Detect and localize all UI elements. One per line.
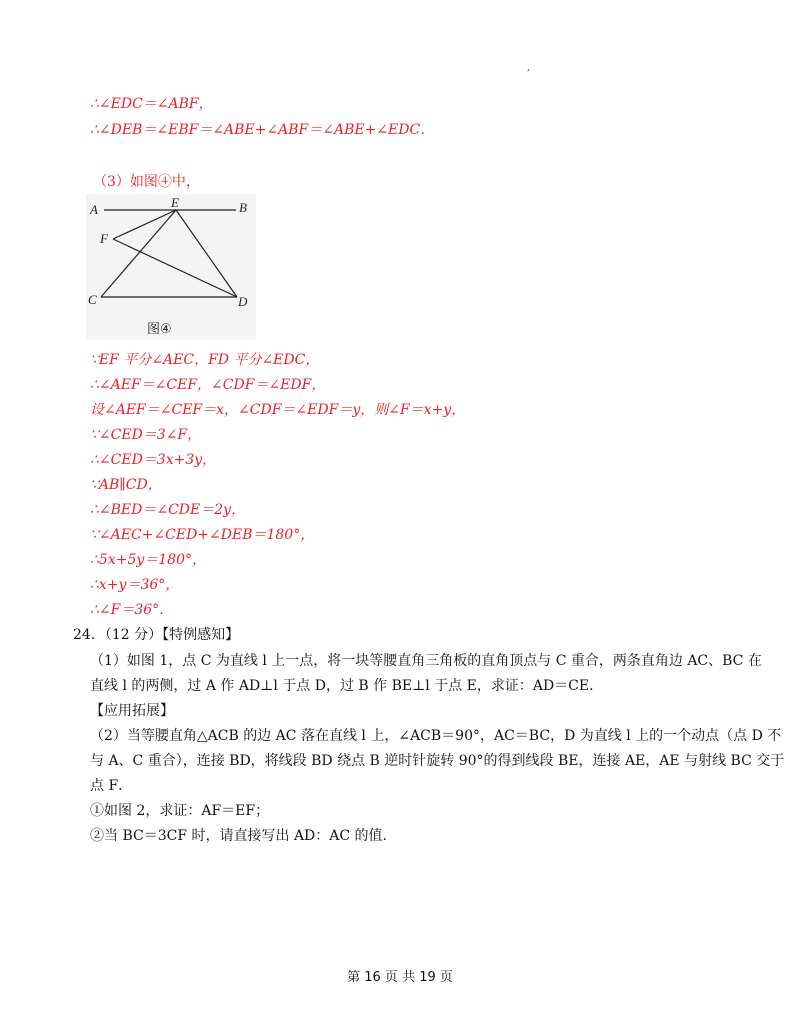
problem-text: 点 F．: [90, 778, 133, 794]
segment-ec: [101, 210, 176, 297]
problem-text: 与 A、C 重合），连接 BD，将线段 BD 绕点 B 逆时针旋转 90°的得到线段 BE，连接 AE，AE 与射线 BC 交于: [90, 753, 785, 769]
header-mark: ,: [527, 62, 531, 73]
label-d: D: [238, 294, 248, 309]
figure-4: [86, 194, 256, 340]
segment-ef: [113, 210, 176, 239]
figure-caption: 图④: [147, 322, 172, 337]
problem-subquestion: ②当 BC＝3CF 时，请直接写出 AD：AC 的值．: [90, 828, 397, 844]
proof-line: ∵∠CED＝3∠F，: [90, 427, 202, 443]
label-e: E: [171, 195, 179, 210]
label-b: B: [239, 200, 247, 215]
segment-ed: [176, 210, 237, 297]
proof-line: ∴∠CED＝3x+3y，: [90, 452, 217, 468]
label-a: A: [90, 202, 98, 217]
proof-line: ∴x+y＝36°，: [90, 577, 180, 593]
proof-line: ∴∠BED＝∠CDE＝2y，: [90, 502, 246, 518]
proof-line: ∴∠F＝36°．: [90, 602, 174, 618]
label-f: F: [100, 231, 108, 246]
geometry-diagram: [86, 194, 256, 340]
solution-line: ∴∠EDC＝∠ABF，: [90, 96, 213, 112]
problem-text: 直线 l 的两侧，过 A 作 AD⊥l 于点 D，过 B 作 BE⊥l 于点 E，求证：AD＝CE．: [90, 678, 604, 694]
proof-line: ∴∠AEF＝∠CEF，∠CDF＝∠EDF，: [90, 377, 326, 393]
segment-fd: [113, 239, 237, 297]
proof-line: 设∠AEF＝∠CEF＝x，∠CDF＝∠EDF＝y，则∠F＝x+y，: [90, 402, 466, 418]
problem-text: （2）当等腰直角△ACB 的边 AC 落在直线 l 上，∠ACB＝90°，AC＝BC，D 为直线 l 上的一个动点（点 D 不: [90, 728, 782, 744]
label-c: C: [88, 292, 97, 307]
proof-line: ∵EF 平分∠AEC，FD 平分∠EDC，: [90, 352, 320, 368]
proof-line: ∵∠AEC+∠CED+∠DEB＝180°，: [90, 527, 315, 543]
problem-subquestion: ①如图 2，求证：AF＝EF；: [90, 803, 270, 819]
problem-24-heading: 24．（12 分）【特例感知】: [73, 627, 240, 643]
section-heading: 【应用拓展】: [90, 703, 174, 719]
solution-line: ∴∠DEB＝∠EBF＝∠ABE+∠ABF＝∠ABE+∠EDC．: [90, 122, 435, 138]
proof-line: ∴5x+5y＝180°，: [90, 552, 206, 568]
proof-line: ∵AB∥CD，: [90, 477, 162, 493]
part3-heading: （3）如图④中，: [93, 174, 200, 190]
problem-text: （1）如图 1，点 C 为直线 l 上一点，将一块等腰直角三角板的直角顶点与 C 重合，两条直角边 AC、BC 在: [90, 653, 762, 669]
page-footer: 第 16 页 共 19 页: [347, 970, 453, 985]
